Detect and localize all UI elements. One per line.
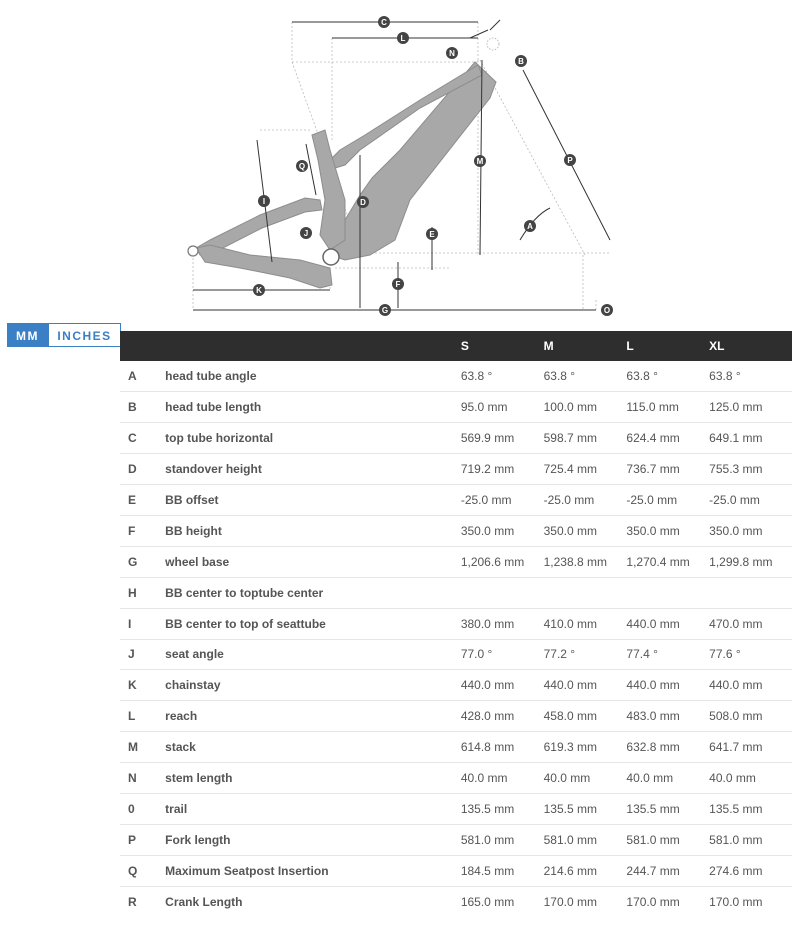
row-measurement-name: chainstay	[165, 678, 221, 693]
callout-o	[601, 304, 613, 316]
mm-unit-button[interactable]: MM	[7, 323, 48, 347]
row-letter: F	[128, 523, 136, 538]
callout-e	[426, 228, 438, 240]
callout-l	[397, 32, 409, 44]
row-value: 170.0 mm	[626, 894, 680, 909]
row-value: 170.0 mm	[543, 894, 597, 909]
row-letter: A	[128, 369, 137, 384]
table-row	[120, 670, 792, 701]
row-value: 1,270.4 mm	[626, 554, 690, 569]
row-value: 63.8 °	[460, 369, 493, 384]
row-value: 1,206.6 mm	[460, 554, 525, 569]
svg-text:Q: Q	[298, 162, 306, 171]
row-value: -25.0 mm	[709, 493, 760, 507]
row-value: 63.8 °	[709, 369, 741, 384]
callout-m	[474, 155, 486, 167]
row-value: 649.1 mm	[709, 431, 763, 446]
row-value: 170.0 mm	[709, 894, 763, 909]
svg-text:J: J	[303, 229, 309, 238]
table-row	[120, 639, 792, 670]
row-value: 380.0 mm	[460, 616, 515, 631]
row-value: 483.0 mm	[626, 709, 680, 724]
table-row	[120, 824, 792, 855]
row-measurement-name: top tube horizontal	[165, 431, 274, 446]
callout-i	[258, 195, 270, 207]
frame-geometry-diagram	[0, 0, 800, 325]
row-measurement-name: head tube angle	[165, 369, 257, 384]
row-value: 115.0 mm	[626, 400, 679, 415]
row-value: -25.0 mm	[626, 493, 678, 507]
row-measurement-name: trail	[165, 801, 188, 816]
row-value: 736.7 mm	[626, 462, 680, 477]
row-value: 350.0 mm	[626, 523, 680, 538]
row-value: 244.7 mm	[626, 863, 680, 878]
table-row	[120, 793, 792, 824]
row-value: 63.8 °	[543, 369, 576, 384]
row-letter: C	[128, 431, 137, 446]
row-value: 428.0 mm	[460, 709, 515, 724]
row-value: 410.0 mm	[543, 616, 597, 631]
row-value: 641.7 mm	[709, 740, 763, 755]
row-measurement-name: seat angle	[165, 647, 224, 662]
row-measurement-name: BB center to top of seattube	[165, 616, 326, 631]
row-letter: G	[128, 554, 138, 569]
row-value: 440.0 mm	[543, 678, 597, 693]
table-row	[120, 392, 792, 423]
row-letter: J	[128, 647, 135, 662]
table-row	[120, 361, 792, 392]
row-value: 458.0 mm	[543, 709, 597, 724]
row-measurement-name: BB height	[165, 523, 222, 538]
row-value: 100.0 mm	[543, 400, 597, 415]
table-row	[120, 608, 792, 639]
svg-text:E: E	[429, 230, 435, 239]
row-value: 508.0 mm	[709, 709, 763, 724]
table-row	[120, 701, 792, 732]
svg-text:I: I	[262, 197, 266, 206]
callout-f	[392, 278, 404, 290]
row-value: 350.0 mm	[709, 523, 763, 538]
row-value: 135.5 mm	[626, 801, 680, 816]
row-measurement-name: BB center to toptube center	[165, 585, 324, 600]
row-value: 581.0 mm	[543, 832, 597, 847]
size-header-m: M	[543, 339, 554, 353]
svg-text:B: B	[518, 57, 524, 66]
row-value: 1,238.8 mm	[543, 554, 607, 569]
svg-text:F: F	[395, 280, 401, 289]
geometry-table	[120, 331, 792, 917]
unit-toggle	[7, 323, 121, 349]
row-value	[709, 577, 792, 608]
callout-q	[296, 160, 308, 172]
table-header-row	[120, 331, 792, 361]
row-value: 569.9 mm	[460, 431, 515, 446]
row-value: 77.4 °	[626, 647, 658, 662]
row-letter: N	[128, 771, 137, 786]
svg-text:P: P	[567, 156, 573, 165]
table-row	[120, 886, 792, 917]
row-value: 619.3 mm	[543, 740, 597, 755]
row-value: 581.0 mm	[626, 832, 680, 847]
row-value: 440.0 mm	[626, 616, 680, 631]
row-measurement-name: standover height	[165, 462, 262, 477]
row-value: 350.0 mm	[460, 523, 515, 538]
row-value: 77.0 °	[460, 647, 493, 662]
row-measurement-name: wheel base	[165, 554, 230, 569]
row-value: 135.5 mm	[543, 801, 597, 816]
row-value: 274.6 mm	[709, 863, 763, 878]
callout-a	[524, 220, 536, 232]
row-value: 632.8 mm	[626, 740, 680, 755]
callout-d	[357, 196, 369, 208]
row-measurement-name: Fork length	[165, 832, 231, 847]
svg-text:A: A	[527, 222, 533, 231]
row-value: 40.0 mm	[626, 771, 674, 786]
row-value: 165.0 mm	[460, 894, 515, 909]
row-value	[544, 577, 627, 608]
table-row	[120, 763, 792, 794]
row-measurement-name: Crank Length	[165, 894, 243, 909]
row-value	[461, 577, 544, 608]
table-row	[120, 515, 792, 546]
row-value: 214.6 mm	[543, 863, 597, 878]
row-value: 1,299.8 mm	[709, 554, 773, 569]
row-letter: Q	[128, 863, 138, 878]
callout-k	[253, 284, 265, 296]
row-value: 725.4 mm	[543, 462, 597, 477]
callout-c	[378, 16, 390, 28]
svg-text:M: M	[476, 157, 484, 166]
row-measurement-name: head tube length	[165, 400, 262, 415]
row-measurement-name: Maximum Seatpost Insertion	[165, 863, 329, 878]
svg-text:L: L	[400, 34, 406, 43]
callout-p	[564, 154, 576, 166]
row-value: -25.0 mm	[543, 493, 595, 507]
table-row	[120, 454, 792, 485]
row-value: 598.7 mm	[543, 431, 597, 446]
table-row	[120, 546, 792, 577]
row-value: 624.4 mm	[626, 431, 680, 446]
callout-j	[300, 227, 312, 239]
table-row	[120, 855, 792, 886]
table-row	[120, 732, 792, 763]
row-value: 719.2 mm	[460, 462, 515, 477]
row-letter: I	[128, 616, 132, 631]
size-header-xl: XL	[709, 339, 725, 353]
svg-text:K: K	[256, 286, 262, 295]
row-value: 440.0 mm	[460, 678, 515, 693]
table-row	[120, 577, 792, 608]
row-letter: B	[128, 400, 137, 415]
row-letter: R	[128, 894, 137, 909]
callout-g	[379, 304, 391, 316]
row-value: 77.6 °	[709, 647, 741, 662]
row-letter: L	[128, 709, 136, 724]
row-value: 581.0 mm	[460, 832, 515, 847]
row-letter: 0	[128, 801, 135, 816]
callout-n	[446, 47, 458, 59]
row-letter: M	[128, 740, 138, 755]
row-value: 40.0 mm	[460, 771, 508, 786]
row-letter: D	[128, 462, 137, 477]
svg-text:D: D	[360, 198, 366, 207]
callout-b	[515, 55, 527, 67]
row-value: 440.0 mm	[709, 678, 763, 693]
row-value: 135.5 mm	[460, 801, 515, 816]
row-letter: E	[128, 493, 137, 507]
row-letter: P	[128, 832, 137, 847]
row-value: 440.0 mm	[626, 678, 680, 693]
row-value: 755.3 mm	[709, 462, 763, 477]
row-value: 135.5 mm	[709, 801, 763, 816]
row-value: 581.0 mm	[709, 832, 763, 847]
row-value: 40.0 mm	[543, 771, 591, 786]
row-value: 77.2 °	[543, 647, 576, 662]
row-measurement-name: reach	[165, 709, 198, 724]
row-measurement-name: BB offset	[165, 493, 219, 507]
row-value: 350.0 mm	[543, 523, 597, 538]
row-value: 184.5 mm	[460, 863, 515, 878]
svg-text:C: C	[381, 18, 387, 27]
svg-text:O: O	[603, 306, 611, 315]
row-value: -25.0 mm	[460, 493, 512, 507]
row-value: 125.0 mm	[709, 400, 763, 415]
row-value: 614.8 mm	[460, 740, 515, 755]
inches-unit-button[interactable]: INCHES	[48, 323, 121, 347]
row-value: 63.8 °	[626, 369, 658, 384]
row-value: 95.0 mm	[460, 400, 508, 415]
row-letter: K	[128, 678, 137, 693]
row-value: 470.0 mm	[709, 616, 763, 631]
size-header-s: S	[460, 339, 469, 353]
svg-text:N: N	[449, 49, 455, 58]
row-measurement-name: stem length	[165, 771, 233, 786]
row-value: 40.0 mm	[709, 771, 756, 786]
table-row	[120, 423, 792, 454]
svg-text:G: G	[381, 306, 389, 315]
table-row	[120, 485, 792, 516]
row-letter: H	[128, 585, 137, 600]
row-measurement-name: stack	[165, 740, 196, 755]
size-header-l: L	[626, 339, 634, 353]
row-value	[626, 577, 709, 608]
